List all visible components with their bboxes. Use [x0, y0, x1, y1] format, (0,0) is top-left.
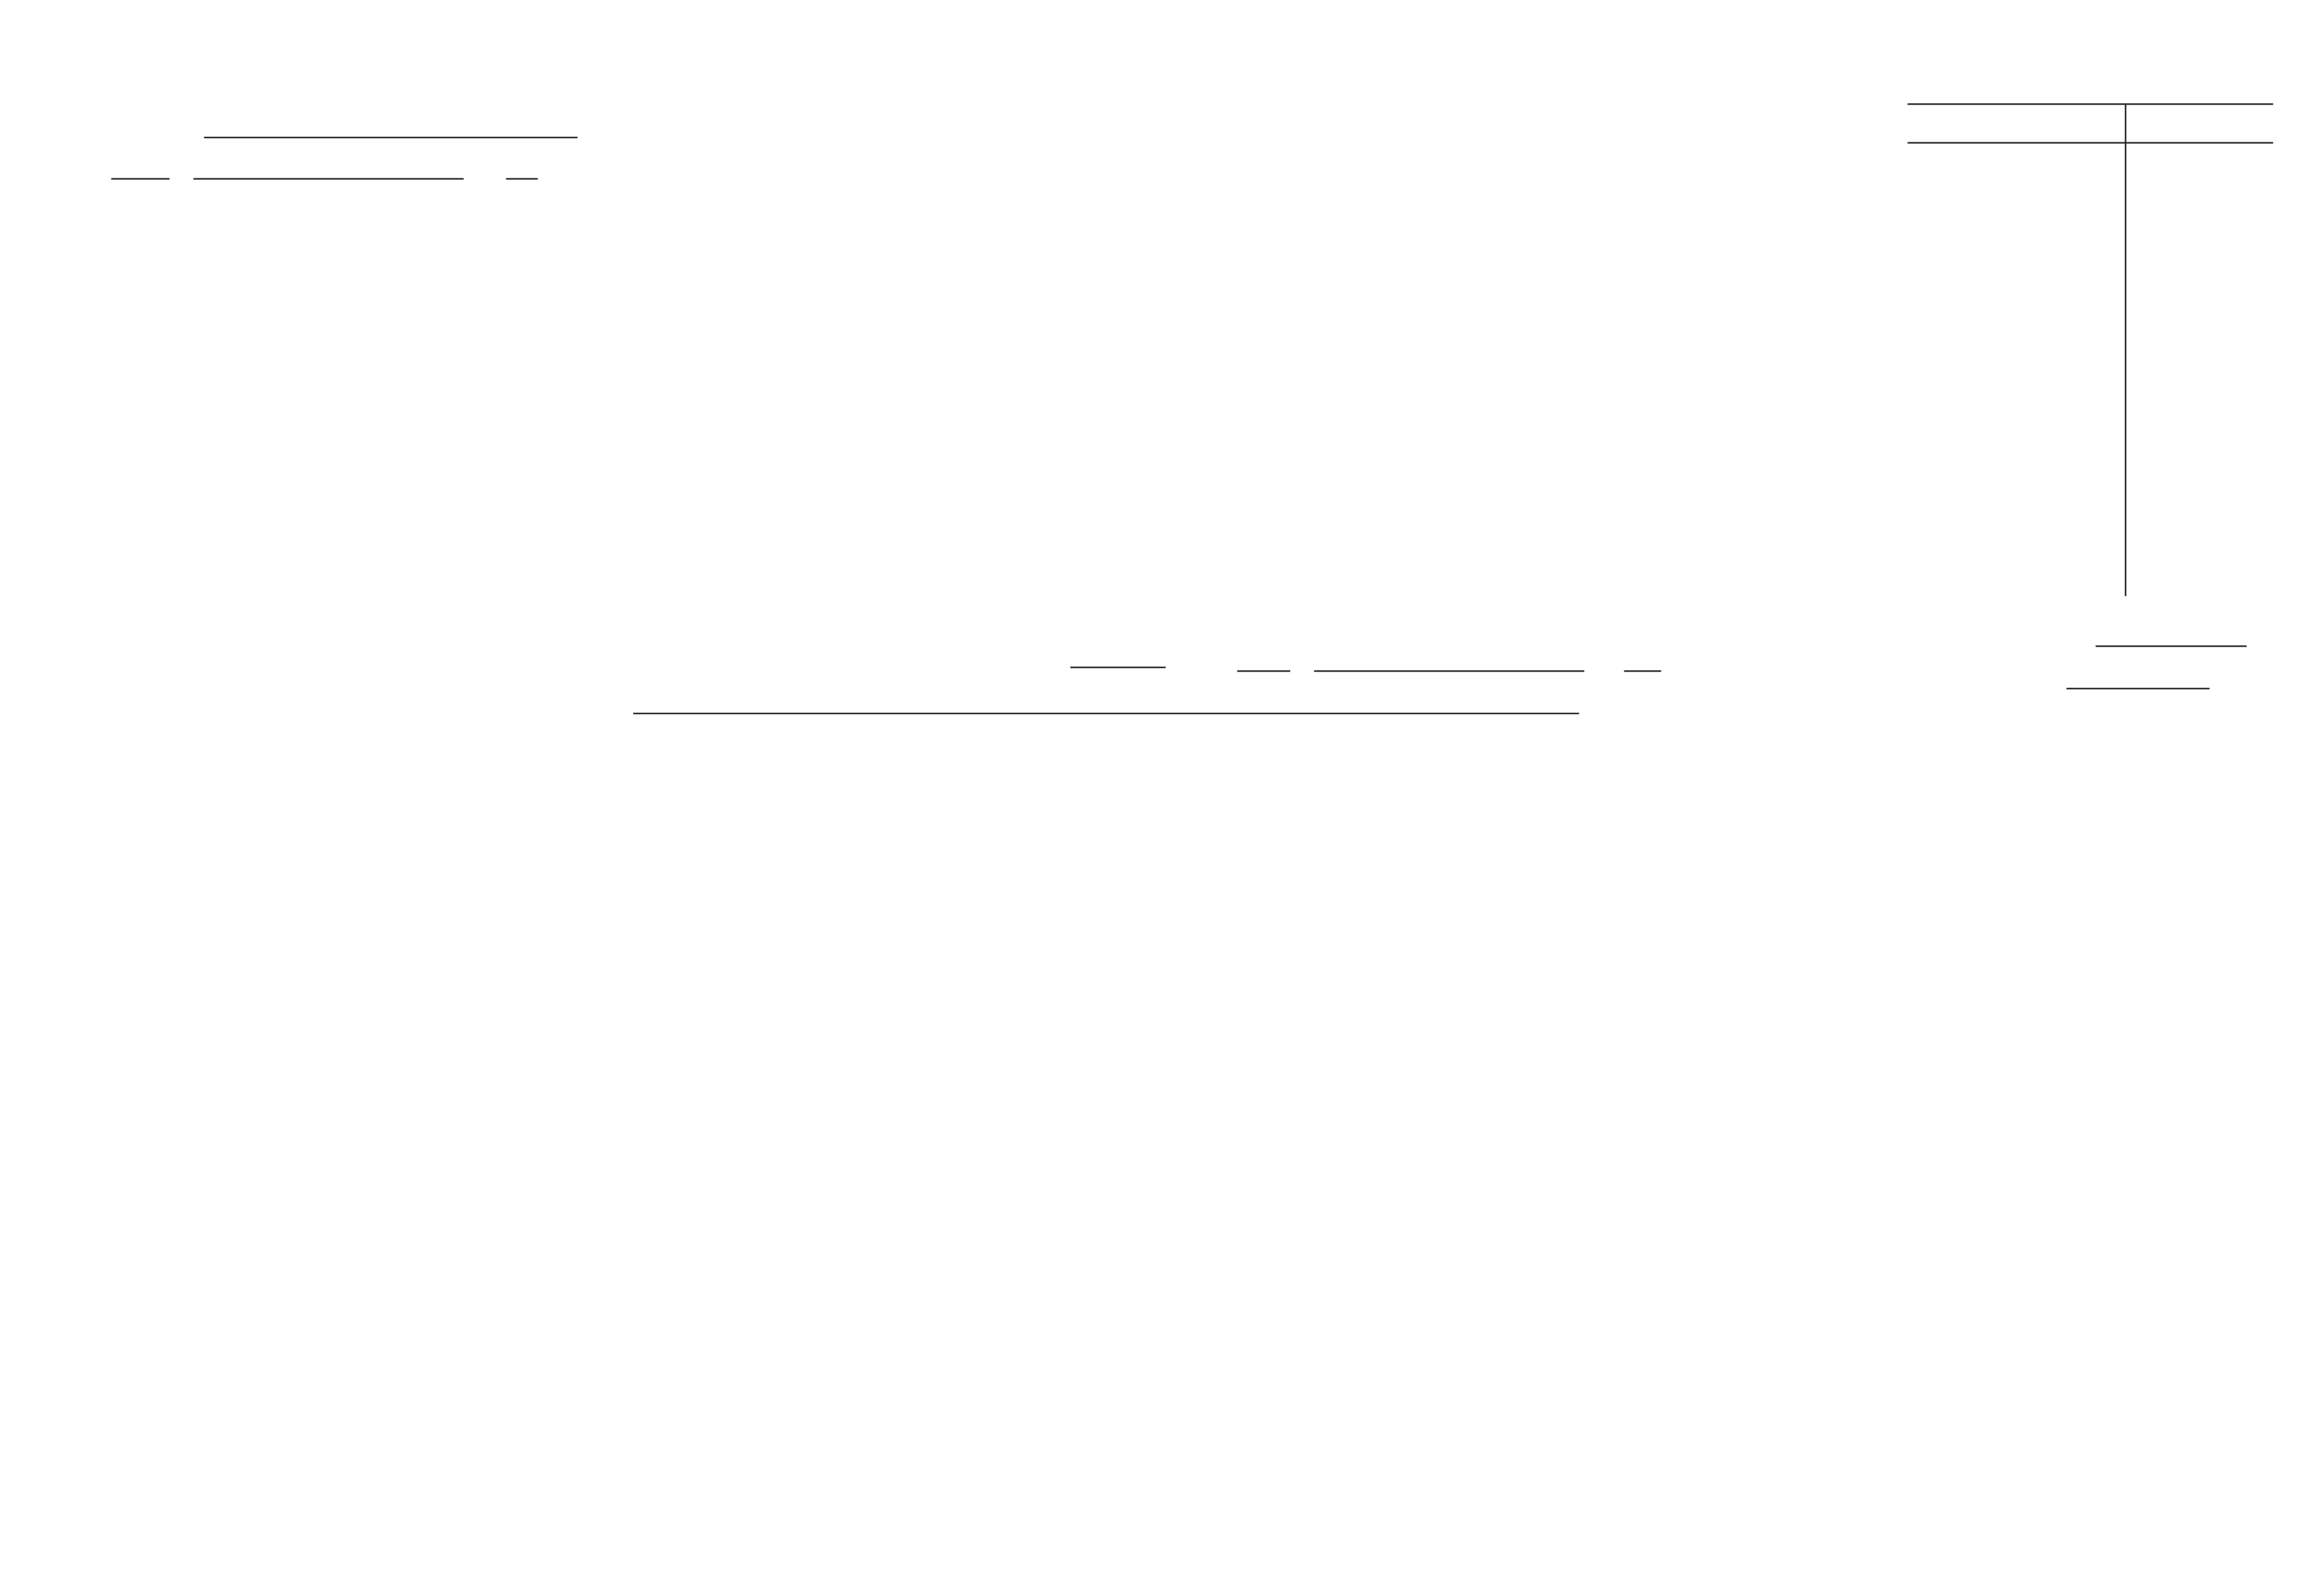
total-sheets-line: [2096, 645, 2247, 647]
approve-year-line: [506, 178, 538, 180]
chief-signature-line: [204, 137, 578, 138]
spec-day-line: [1237, 670, 1290, 672]
approve-day-line: [111, 178, 170, 180]
spec-year-line: [1624, 670, 1661, 672]
subject-line: [633, 713, 1579, 714]
spec-number-line: [1070, 667, 1166, 668]
codes-top-line: [1908, 103, 2273, 105]
sheet-line: [2066, 688, 2210, 689]
codes-divider: [2125, 103, 2126, 596]
spec-month-line: [1314, 670, 1584, 672]
approve-month-line: [193, 178, 464, 180]
codes-form-line: [1908, 142, 2273, 144]
